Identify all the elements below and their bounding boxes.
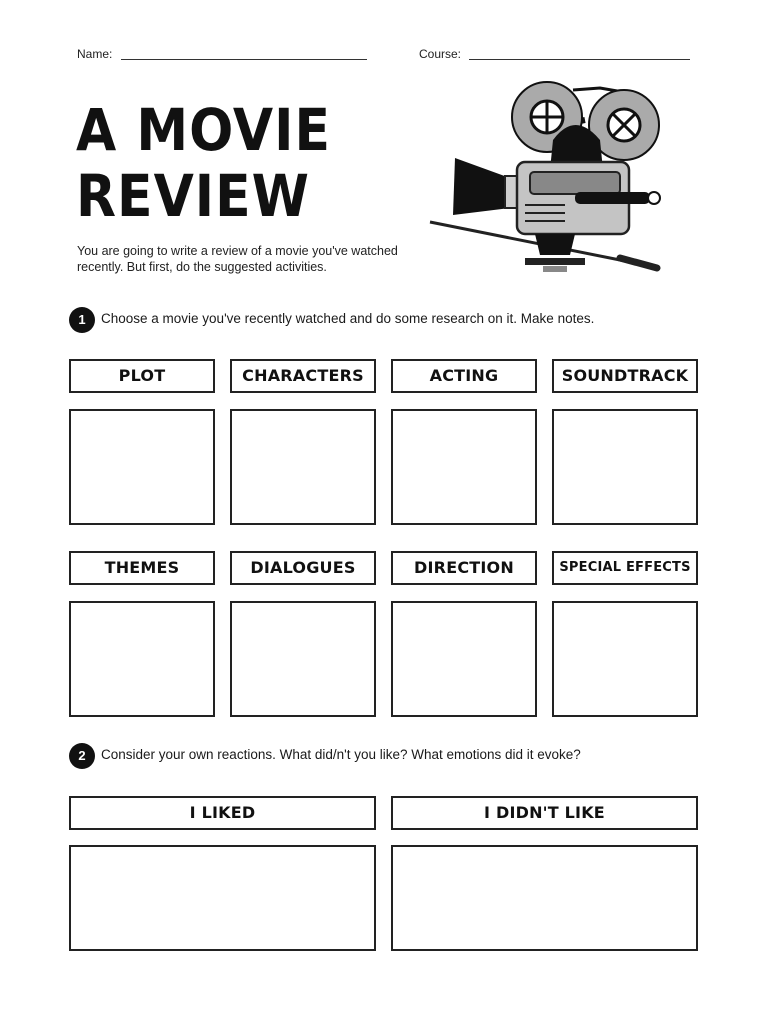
film-camera-icon	[425, 80, 670, 280]
label-themes: THEMES	[69, 551, 215, 585]
label-soundtrack: SOUNDTRACK	[552, 359, 698, 393]
notes-direction[interactable]	[391, 601, 537, 717]
label-plot: PLOT	[69, 359, 215, 393]
page-title-line-1: A MOVIE	[76, 97, 332, 165]
label-special-effects: SPECIAL EFFECTS	[552, 551, 698, 585]
label-characters: CHARACTERS	[230, 359, 376, 393]
notes-characters[interactable]	[230, 409, 376, 525]
label-acting: ACTING	[391, 359, 537, 393]
notes-plot[interactable]	[69, 409, 215, 525]
step-1-badge: 1	[69, 307, 95, 333]
notes-i-didnt-like[interactable]	[391, 845, 698, 951]
notes-dialogues[interactable]	[230, 601, 376, 717]
course-field[interactable]	[469, 59, 690, 60]
step-2-instruction: Consider your own reactions. What did/n't you like? What emotions did it evoke?	[101, 747, 581, 762]
page-title-line-2: REVIEW	[76, 163, 311, 231]
notes-acting[interactable]	[391, 409, 537, 525]
notes-i-liked[interactable]	[69, 845, 376, 951]
step-1-instruction: Choose a movie you've recently watched and do some research on it. Make notes.	[101, 311, 595, 326]
notes-soundtrack[interactable]	[552, 409, 698, 525]
notes-special-effects[interactable]	[552, 601, 698, 717]
name-field[interactable]	[121, 59, 367, 60]
name-label: Name:	[77, 47, 113, 61]
step-2-badge: 2	[69, 743, 95, 769]
label-i-didnt-like: I DIDN'T LIKE	[391, 796, 698, 830]
label-direction: DIRECTION	[391, 551, 537, 585]
notes-themes[interactable]	[69, 601, 215, 717]
intro-text: You are going to write a review of a movie you've watched recently. But first, do the suggested activities.	[77, 244, 398, 274]
course-label: Course:	[419, 47, 462, 61]
label-dialogues: DIALOGUES	[230, 551, 376, 585]
label-i-liked: I LIKED	[69, 796, 376, 830]
